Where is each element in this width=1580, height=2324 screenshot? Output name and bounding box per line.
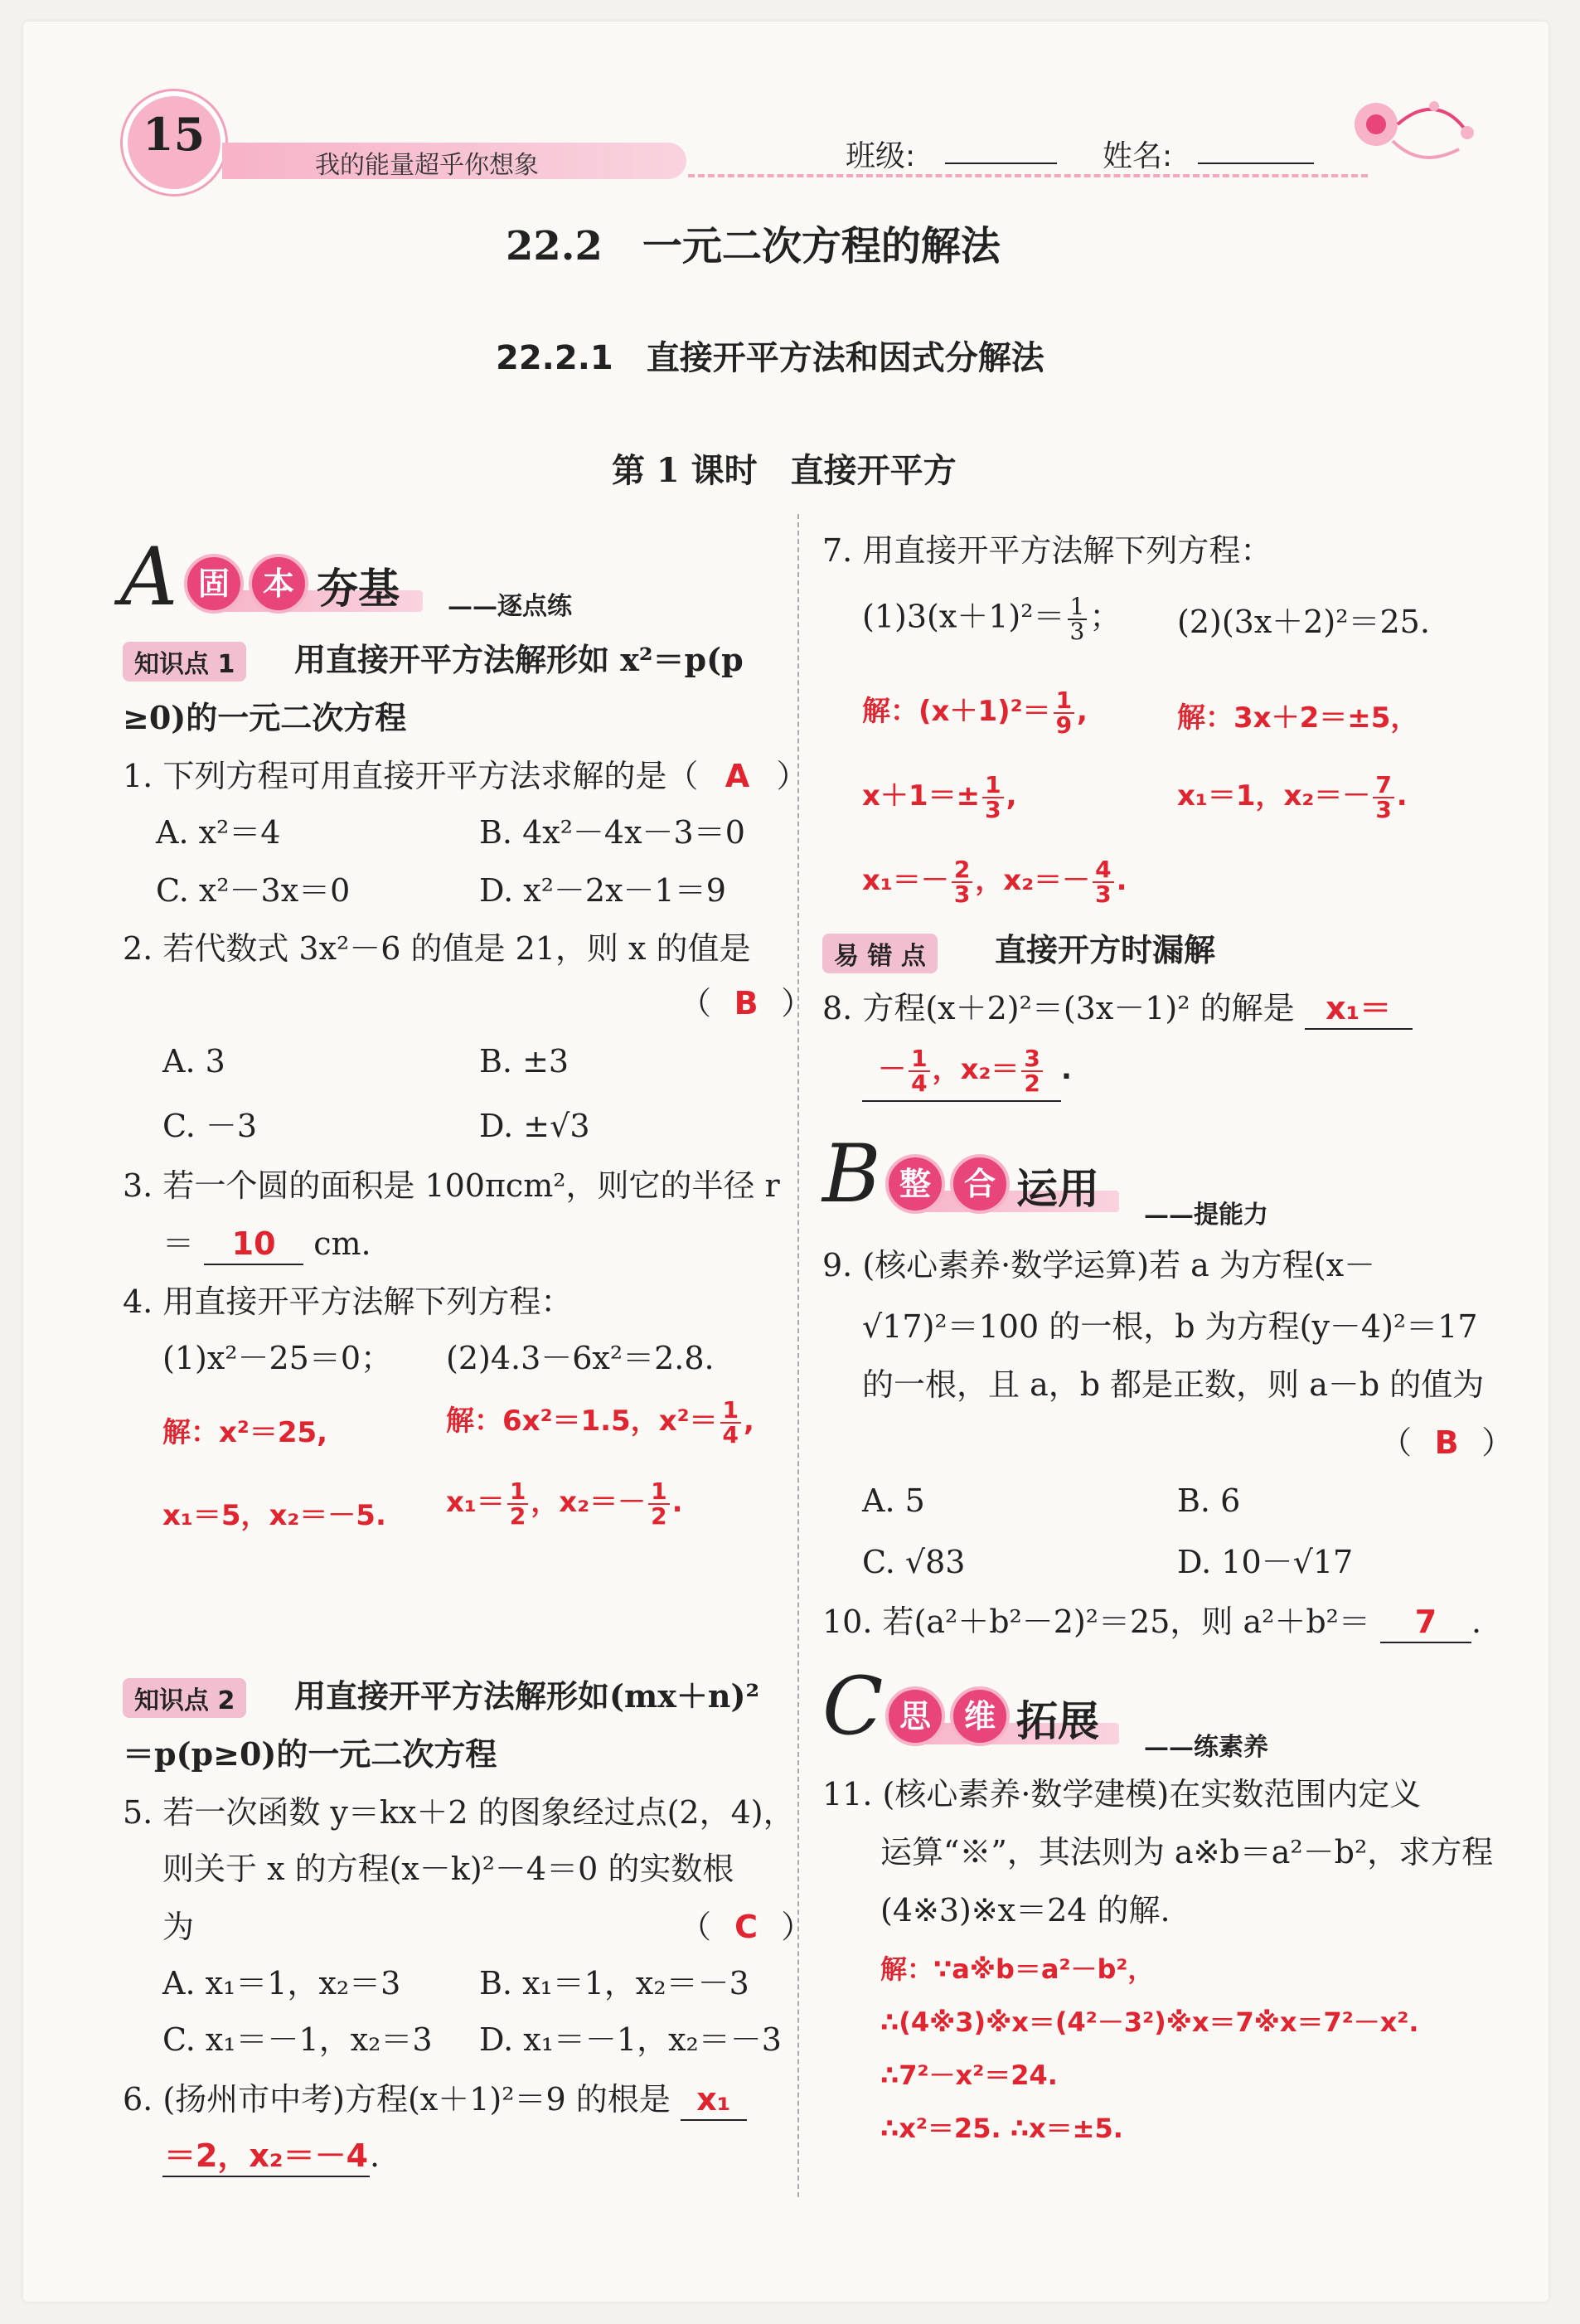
q9-option-b[interactable]: B. 6 [1177,1482,1241,1519]
q5-answer[interactable]: C [734,1909,758,1945]
class-label: 班级: [846,139,916,173]
q9-option-a[interactable]: A. 5 [862,1482,925,1519]
part-a-letter: A [120,531,178,623]
part-b-char-2: 合 [950,1154,1010,1214]
part-b-subtitle: ——提能力 [1144,1201,1268,1230]
q1-option-a[interactable]: A. x²＝4 [156,814,281,851]
q11-stem-3: (4※3)※x＝24 的解. [880,1892,1170,1929]
q4-part-1: (1)x²－25＝0； [162,1340,393,1376]
name-field[interactable] [1198,163,1314,164]
header-slogan: 我的能量超乎你想象 [315,151,539,180]
q9-option-d[interactable]: D. 10－√17 [1177,1544,1354,1580]
part-a-char-1: 固 [184,554,244,614]
q11-answer-line-4: ∴x²＝25. ∴x＝±5. [880,2113,1123,2144]
q1-option-b[interactable]: B. 4x²－4x－3＝0 [479,814,745,851]
knowledge-point-1-text-2: ≥0)的一元二次方程 [123,699,407,736]
q4-answer-2-line-2: x₁＝ $\frac{1}{2}$ ，x₂＝－ $\frac{1}{2}$ . [446,1477,683,1530]
part-c-subtitle: ——练素养 [1144,1733,1268,1762]
q6-answer-part-2[interactable]: ＝2，x₂＝－4 [162,2136,370,2177]
error-point-text: 直接开方时漏解 [995,931,1216,968]
q7-part-1: (1)3(x＋1)²＝ $\frac{1}{3}$ ； [862,593,1122,645]
q10-answer[interactable]: 7 [1380,1602,1471,1643]
part-a-subtitle: ——逐点练 [448,592,572,621]
part-c-char-2: 维 [950,1686,1010,1746]
q3-blank-line: ＝ 10 cm. [162,1224,371,1265]
q11-answer-line-2: ∴(4※3)※x＝(4²－3²)※x＝7※x＝7²－x². [880,2006,1419,2038]
part-b-char-1: 整 [885,1154,945,1214]
q4-part-2: (2)4.3－6x²＝2.8. [446,1340,715,1376]
q7-answer-2-line-1: 解：3x＋2＝±5， [1177,701,1419,735]
q11-stem-2: 运算“※”，其法则为 a※b＝a²－b²，求方程 [880,1834,1494,1870]
q3-stem: 3. 若一个圆的面积是 100πcm²，则它的半径 r [123,1167,780,1204]
q5-answer-bracket: （ C ） [680,1909,813,1945]
q7-part-2: (2)(3x＋2)²＝25. [1177,604,1430,640]
subsection-title: 22.2.1 直接开平方法和因式分解法 [496,339,1044,377]
q5-option-a[interactable]: A. x₁＝1，x₂＝3 [162,1965,401,2001]
q5-stem-2: 则关于 x 的方程(x－k)²－4＝0 的实数根 [162,1851,734,1887]
q8-answer-line-2: － $\frac{1}{4}$ ，x₂＝ $\frac{3}{2}$ . [862,1046,1072,1102]
q8-answer-part-1[interactable]: x₁＝ [1305,988,1413,1030]
q11-stem-1: 11. (核心素养·数学建模)在实数范围内定义 [822,1776,1422,1812]
q9-stem-3: 的一根，且 a，b 都是正数，则 a－b 的值为 [862,1366,1485,1403]
q4-answer-1-line-1: 解：x²＝25, [162,1416,328,1449]
flower-ornament-icon [1343,83,1484,182]
q1-stem: 1. 下列方程可用直接开平方法求解的是（ A ） [123,758,808,794]
q7-answer-2-line-2: x₁＝1，x₂＝－ $\frac{7}{3}$ . [1177,770,1408,823]
q7-answer-1-line-1: 解：(x＋1)²＝ $\frac{1}{9}$ , [862,686,1088,739]
q1-option-d[interactable]: D. x²－2x－1＝9 [479,872,726,909]
q7-answer-1-line-3: x₁＝－ $\frac{2}{3}$ ，x₂＝－ $\frac{4}{3}$ . [862,855,1127,908]
class-field[interactable] [945,163,1057,164]
q6-answer-part-1[interactable]: x₁ [681,2079,747,2121]
knowledge-point-2-text: 用直接开平方法解形如(mx＋n)² [294,1677,760,1715]
part-c-letter: C [822,1660,884,1753]
fraction: $\frac{1}{3}$ [1068,595,1088,643]
q7-answer-1-line-2: x＋1＝± $\frac{1}{3}$ , [862,770,1017,823]
part-c-char-1: 思 [885,1686,945,1746]
header-rule [688,174,1368,177]
fraction: $\frac{1}{4}$ [720,1399,741,1447]
q5-option-c[interactable]: C. x₁＝－1，x₂＝3 [162,2021,433,2058]
fraction: $\frac{4}{3}$ [1093,858,1113,906]
fraction: $\frac{1}{2}$ [507,1480,528,1528]
part-a-char-2: 本 [249,554,308,614]
error-point-tag: 易 错 点 [822,934,938,973]
q4-stem: 4. 用直接开平方法解下列方程： [123,1283,573,1320]
q3-answer[interactable]: 10 [204,1224,303,1265]
page-number: 15 [143,108,206,161]
q11-answer-line-3: ∴7²－x²＝24. [880,2060,1058,2091]
q10-stem: 10. 若(a²＋b²－2)²＝25，则 a²＋b²＝ 7 . [822,1602,1481,1643]
name-label: 姓名: [1103,139,1173,173]
q9-option-c[interactable]: C. √83 [862,1544,966,1580]
q9-answer-bracket: （ B ） [1380,1424,1514,1461]
lesson-title: 第 1 课时 直接开平方 [612,451,957,490]
q1-answer[interactable]: A [725,758,750,794]
q9-answer[interactable]: B [1434,1424,1459,1461]
q9-stem-1: 9. (核心素养·数学运算)若 a 为方程(x－ [822,1247,1376,1283]
knowledge-point-1-text: 用直接开平方法解形如 x²＝p(p [294,641,744,678]
fraction: $\frac{1}{2}$ [648,1480,669,1528]
part-b-letter: B [822,1128,881,1220]
fraction: $\frac{1}{3}$ [982,774,1003,822]
q8-stem: 8. 方程(x＋2)²＝(3x－1)² 的解是 x₁＝ [822,988,1413,1030]
q5-option-b[interactable]: B. x₁＝1，x₂＝－3 [479,1965,749,2001]
knowledge-point-1-tag: 知识点 1 [123,642,246,682]
knowledge-point-2-text-2: ＝p(p≥0)的一元二次方程 [123,1735,497,1773]
q5-stem-1: 5. 若一次函数 y＝kx＋2 的图象经过点(2，4)， [123,1794,795,1831]
q2-option-d[interactable]: D. ±√3 [479,1108,590,1144]
q2-answer-bracket: （ B ） [680,985,813,1021]
q4-answer-1-line-2: x₁＝5，x₂＝－5. [162,1499,386,1532]
part-a-title: 夯基 [317,565,400,613]
q2-option-c[interactable]: C. －3 [162,1108,258,1144]
section-title: 22.2 一元二次方程的解法 [506,223,1001,269]
q2-stem: 2. 若代数式 3x²－6 的值是 21，则 x 的值是 [123,930,751,967]
fraction: $\frac{2}{3}$ [952,858,972,906]
q2-option-a[interactable]: A. 3 [162,1043,225,1080]
q1-option-c[interactable]: C. x²－3x＝0 [156,872,351,909]
q11-answer-line-1: 解：∵a※b＝a²－b²， [880,1953,1155,1985]
knowledge-point-2-tag: 知识点 2 [123,1678,246,1718]
fraction: $\frac{1}{4}$ [909,1047,929,1095]
fraction: $\frac{7}{3}$ [1373,774,1393,822]
fraction: $\frac{1}{9}$ [1054,689,1074,737]
part-b-title: 运用 [1016,1165,1099,1213]
q7-stem: 7. 用直接开平方法解下列方程： [822,532,1272,569]
q9-stem-2: √17)²＝100 的一根，b 为方程(y－4)²＝17 [862,1308,1478,1345]
part-c-title: 拓展 [1016,1697,1099,1745]
q2-answer[interactable]: B [734,985,758,1021]
q6-stem: 6. (扬州市中考)方程(x＋1)²＝9 的根是 x₁ [123,2079,747,2121]
q5-option-d[interactable]: D. x₁＝－1，x₂＝－3 [479,2021,782,2058]
q2-option-b[interactable]: B. ±3 [479,1043,569,1080]
q5-stem-3: 为 [162,1909,195,1945]
q4-answer-2-line-1: 解：6x²＝1.5，x²＝ $\frac{1}{4}$ , [446,1395,754,1448]
fraction: $\frac{3}{2}$ [1021,1047,1042,1095]
q8-answer-part-2[interactable]: － $\frac{1}{4}$ ，x₂＝ $\frac{3}{2}$ [862,1046,1061,1102]
q6-answer-line-2: ＝2，x₂＝－4. [162,2136,380,2177]
